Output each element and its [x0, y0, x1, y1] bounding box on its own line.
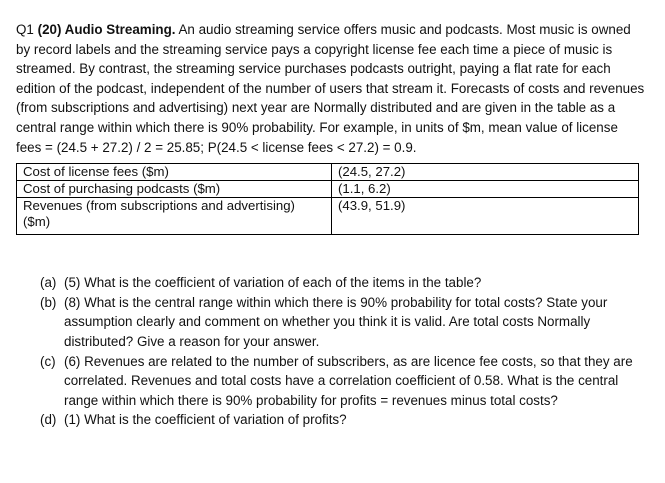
sub-question-text: (5) What is the coefficient of variation of each of the items in the table?	[64, 275, 482, 291]
table-cell-label: Cost of purchasing podcasts ($m)	[17, 181, 332, 198]
table-row	[17, 164, 639, 181]
question-title: (20) Audio Streaming.	[37, 22, 176, 37]
problem-statement	[16, 20, 646, 157]
sub-question-list	[16, 273, 646, 430]
table-cell-range: (24.5, 27.2)	[332, 164, 639, 181]
sub-question-letter: (b)	[40, 294, 57, 310]
table-cell-range: (43.9, 51.9)	[332, 198, 639, 235]
sub-question-a	[16, 273, 646, 293]
table-cell-range: (1.1, 6.2)	[332, 181, 639, 198]
problem-body: An audio streaming service offers music and podcasts. Most music is owned by record labels and the streaming service pays a copyright license fee each time a piece of music is streamed. By contrast, the streaming service purchases podcasts outright, paying a flat rate for each edition of the podcast, independent of the number of users that stream it. Forecasts of costs and revenues (from subscriptions and advertising) next year are Normally distributed and are given in the table as a central range within which there is 90% probability. For example, in units of $m, mean value of license fees = (24.5 + 27.2) / 2 = 25.85; P(24.5 < license fees < 27.2) = 0.9.	[16, 22, 645, 155]
sub-question-letter: (d)	[40, 412, 57, 428]
document-page	[16, 20, 646, 430]
forecast-table	[16, 163, 639, 235]
table-row	[17, 181, 639, 198]
table-row	[17, 198, 639, 235]
sub-question-c	[16, 352, 646, 411]
sub-question-b	[16, 293, 646, 352]
sub-question-text: (8) What is the central range within which there is 90% probability for total costs? State your assumption clearly and comment on whether you think it is valid. Are total costs Normally distributed? Give a reason for your answer.	[64, 294, 608, 349]
sub-question-letter: (c)	[40, 353, 56, 369]
question-number: Q1	[16, 22, 34, 37]
table-cell-label: Revenues (from subscriptions and advertising) ($m)	[17, 198, 332, 235]
sub-question-text: (6) Revenues are related to the number of subscribers, as are licence fee costs, so that they are correlated. Revenues and total costs have a correlation coefficient of 0.58. What is the central range within which there is 90% probability for profits = revenues minus total costs?	[64, 353, 633, 408]
sub-question-text: (1) What is the coefficient of variation of profits?	[64, 412, 347, 428]
sub-question-d	[16, 410, 646, 430]
table-cell-label: Cost of license fees ($m)	[17, 164, 332, 181]
sub-question-letter: (a)	[40, 275, 57, 291]
